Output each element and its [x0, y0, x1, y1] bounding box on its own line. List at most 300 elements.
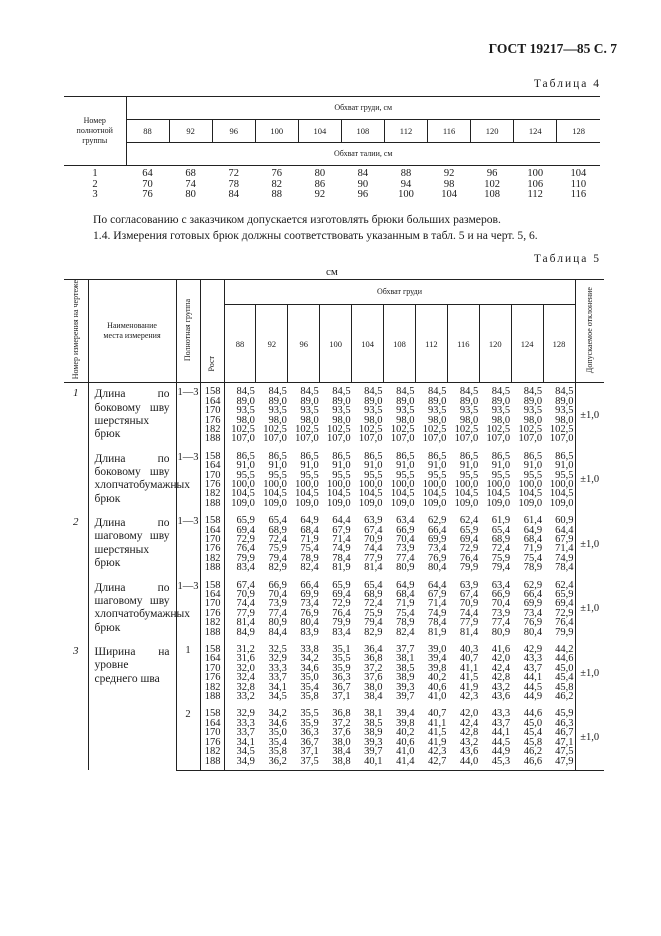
measurement-value: 42,4	[459, 717, 479, 729]
measurement-value: 43,6	[491, 691, 511, 703]
t5-chest-size-108: 108	[384, 305, 416, 383]
measurement-value: 100,0	[549, 478, 574, 490]
measurement-value: 107,0	[518, 433, 543, 445]
measurement-number	[64, 577, 88, 641]
tolerance-value: ±1,0	[575, 705, 604, 770]
table5-caption: Таблица 5	[533, 253, 601, 265]
measurement-value: 35,4	[268, 736, 287, 748]
measurement-value: 64,9	[300, 515, 319, 527]
measurement-column	[479, 512, 511, 576]
measurement-value: 45,0	[555, 662, 574, 674]
measurement-value: 61,4	[523, 515, 543, 527]
measurement-value: 41,4	[396, 755, 415, 767]
measurement-value: 61,9	[491, 515, 511, 527]
measurement-value: 70,9	[364, 533, 383, 545]
measurement-value: 109,0	[327, 497, 351, 509]
measurement-value: 40,2	[396, 727, 415, 739]
measurement-column	[384, 641, 416, 705]
measurement-value: 102,5	[231, 423, 255, 435]
measurement-column	[415, 577, 447, 641]
t5-chest-size-124: 124	[511, 305, 543, 383]
measurement-value: 102,5	[390, 423, 415, 435]
measurement-value: 75,4	[523, 552, 543, 564]
measurement-value: 91,0	[396, 460, 415, 472]
paragraph-custom-sizes: По согласованию с заказчиком допускается изготовлять брюки больших размеров.	[93, 213, 501, 226]
measurement-value: 33,8	[300, 644, 319, 656]
group-numbers	[64, 166, 126, 201]
measurement-column	[384, 705, 416, 770]
waist-value: 76	[271, 168, 283, 179]
waist-value: 106	[527, 178, 544, 190]
measurement-column	[320, 512, 352, 576]
measurement-value: 86,5	[332, 450, 351, 462]
measurement-value: 82,4	[300, 562, 319, 574]
height-value: 188	[204, 497, 221, 509]
measurement-value: 34,1	[236, 736, 255, 748]
measurement-value: 75,4	[300, 543, 319, 555]
t5-chest-size-112: 112	[415, 305, 447, 383]
measurement-value: 40,3	[459, 644, 479, 656]
measurement-value: 44,5	[491, 736, 511, 748]
measurement-column	[511, 512, 543, 576]
measurement-value: 73,4	[300, 598, 319, 610]
height-value: 170	[204, 533, 221, 545]
height-value: 164	[204, 524, 221, 536]
measurement-column	[543, 512, 575, 576]
measurement-column	[543, 383, 575, 448]
measurement-column	[511, 577, 543, 641]
measurement-value: 68,4	[523, 533, 543, 545]
fullness-group: 1—3	[176, 448, 200, 512]
waist-column	[471, 166, 514, 201]
waist-column	[384, 166, 427, 201]
measurement-column	[320, 705, 352, 770]
measurement-value: 37,1	[300, 746, 319, 758]
waist-column	[341, 166, 384, 201]
measurement-value: 40,2	[427, 672, 447, 684]
tolerance-value: ±1,0	[575, 577, 604, 641]
measurement-block	[64, 448, 604, 512]
measurement-value: 76,4	[332, 607, 351, 619]
waist-value: 80	[314, 168, 326, 179]
height-value: 188	[204, 562, 221, 574]
measurement-value: 89,0	[491, 395, 511, 407]
height-values	[200, 383, 224, 448]
measurement-value: 42,9	[523, 644, 543, 656]
table4-caption: Таблица 4	[533, 78, 601, 90]
measurement-value: 39,3	[396, 681, 415, 693]
measurement-value: 36,4	[364, 644, 383, 656]
measurement-column	[511, 641, 543, 705]
measurement-value: 38,1	[364, 708, 383, 720]
group-number: 1	[92, 168, 98, 179]
measurement-value: 70,4	[268, 589, 287, 601]
measurement-column	[224, 383, 256, 448]
measurement-value: 91,0	[364, 460, 383, 472]
measurement-value: 45,0	[523, 717, 543, 729]
waist-value: 84	[357, 168, 369, 179]
measurement-value: 34,1	[268, 681, 287, 693]
measurement-number: 3	[73, 645, 79, 658]
measurement-value: 76,9	[523, 617, 543, 629]
measurement-value: 75,9	[491, 552, 511, 564]
waist-value: 96	[357, 189, 369, 200]
measurement-value: 42,3	[459, 691, 479, 703]
chest-size-104: 104	[298, 120, 341, 143]
measurement-value: 45,8	[555, 681, 574, 693]
measurement-value: 81,4	[364, 562, 383, 574]
measurement-value: 68,9	[491, 533, 511, 545]
measurement-value: 66,4	[300, 579, 319, 591]
measurement-value: 84,4	[268, 626, 287, 638]
measurement-value: 95,5	[555, 469, 574, 481]
measurement-value: 107,0	[263, 433, 287, 445]
measurement-value: 65,4	[268, 515, 287, 527]
measurement-column	[320, 641, 352, 705]
measurement-value: 73,9	[268, 598, 287, 610]
measurement-value: 43,3	[523, 653, 543, 665]
measurement-column	[415, 641, 447, 705]
measurement-column	[511, 383, 543, 448]
measurement-value: 80,4	[523, 626, 543, 638]
measurement-value: 84,9	[236, 626, 255, 638]
measurement-column	[511, 705, 543, 770]
measurement-column	[224, 512, 256, 576]
measurement-block	[64, 577, 604, 641]
measurement-value: 35,5	[300, 708, 319, 720]
measurement-column	[415, 512, 447, 576]
measurement-value: 104,5	[422, 488, 447, 500]
measurement-value: 89,0	[555, 395, 574, 407]
measurement-column	[288, 448, 320, 512]
fullness-group: 1—3	[176, 577, 200, 641]
measurement-column	[415, 383, 447, 448]
measurement-value: 89,0	[236, 395, 255, 407]
measurement-value: 81,9	[427, 626, 447, 638]
measurement-value: 32,9	[236, 708, 255, 720]
measurement-value: 39,8	[396, 717, 415, 729]
measurement-value: 109,0	[263, 497, 287, 509]
height-values	[200, 705, 224, 770]
measurement-value: 98,0	[523, 414, 543, 426]
fullness-group: 1—3	[176, 512, 200, 576]
chest-girth-header: Обхват груди	[224, 280, 575, 305]
measurement-value: 95,5	[332, 469, 351, 481]
measurement-column	[447, 641, 479, 705]
measurement-column	[352, 577, 384, 641]
measurement-value: 32,8	[236, 681, 255, 693]
measurement-value: 39,4	[427, 653, 447, 665]
measurement-value: 69,9	[427, 533, 447, 545]
height-values	[200, 512, 224, 576]
measurement-value: 100,0	[358, 478, 383, 490]
measurement-value: 67,9	[332, 524, 351, 536]
measurement-value: 93,5	[491, 405, 511, 417]
measurement-value: 46,7	[555, 727, 574, 739]
measurement-value: 38,1	[396, 653, 415, 665]
measurement-value: 43,2	[491, 681, 511, 693]
waist-value: 116	[570, 189, 587, 200]
measurement-value: 70,4	[396, 533, 415, 545]
measurement-block	[64, 512, 604, 576]
measurement-value: 63,9	[364, 515, 383, 527]
measurement-value: 104,5	[454, 488, 479, 500]
measurement-value: 33,7	[236, 727, 255, 739]
waist-value: 80	[185, 189, 196, 200]
measurement-value: 81,4	[236, 617, 255, 629]
measurement-column	[256, 512, 288, 576]
group-number: 3	[92, 189, 98, 200]
height-header: Рост	[200, 280, 224, 383]
measurement-column	[479, 705, 511, 770]
measurement-value: 93,5	[555, 405, 574, 417]
measurement-value: 68,9	[364, 589, 383, 601]
measurement-value: 68,4	[300, 524, 319, 536]
measurement-name: Длина по шаговому шву хлопчатобумажных брюк	[88, 577, 176, 641]
measurement-value: 91,0	[491, 460, 511, 472]
height-value: 170	[204, 662, 221, 674]
measurement-value: 91,0	[555, 460, 574, 472]
height-value: 158	[204, 515, 221, 527]
measurement-value: 34,5	[236, 746, 255, 758]
measurement-value: 89,0	[332, 395, 351, 407]
measurement-value: 64,9	[523, 524, 543, 536]
measurement-value: 41,1	[427, 717, 447, 729]
measurement-value: 109,0	[231, 497, 255, 509]
measurement-value: 71,4	[427, 598, 447, 610]
measurement-value: 79,4	[268, 552, 287, 564]
measurement-column	[288, 512, 320, 576]
measurement-value: 47,5	[555, 746, 574, 758]
measurement-value: 78,4	[427, 617, 447, 629]
measurement-column	[543, 705, 575, 770]
measurement-value: 36,7	[300, 736, 319, 748]
measurement-column	[447, 577, 479, 641]
measurement-column	[479, 383, 511, 448]
measurement-column	[256, 577, 288, 641]
waist-column	[557, 166, 600, 201]
measurement-value: 72,4	[491, 543, 511, 555]
measurement-value: 66,9	[396, 524, 415, 536]
measurement-column	[352, 641, 384, 705]
measurement-value: 78,9	[300, 552, 319, 564]
measurement-value: 100,0	[390, 478, 415, 490]
measurement-value: 86,5	[427, 450, 447, 462]
measurement-value: 70,4	[491, 598, 511, 610]
table5-unit: см	[326, 266, 338, 278]
measurement-value: 107,0	[327, 433, 351, 445]
fullness-group: 2	[176, 705, 200, 770]
measurement-column	[224, 577, 256, 641]
waist-value: 82	[271, 178, 283, 190]
measurement-value: 32,4	[236, 672, 255, 684]
measurement-value: 62,4	[555, 579, 574, 591]
waist-value: 88	[400, 168, 412, 179]
measurement-value: 104,5	[231, 488, 255, 500]
measurement-value: 69,4	[459, 533, 479, 545]
measurement-value: 36,8	[364, 653, 383, 665]
measurement-value: 107,0	[231, 433, 255, 445]
measurement-name: Длина по боковому шву шерстяных брюк	[88, 383, 176, 448]
measurement-value: 93,5	[459, 405, 479, 417]
measurement-value: 89,0	[427, 395, 447, 407]
measurement-value: 35,9	[332, 662, 351, 674]
measurement-value: 91,0	[523, 460, 543, 472]
measurement-value: 65,9	[555, 589, 574, 601]
chest-size-100: 100	[255, 120, 298, 143]
measurement-value: 75,9	[364, 607, 383, 619]
measurement-value: 32,0	[236, 662, 255, 674]
measurement-value: 67,4	[236, 579, 255, 591]
waist-value: 64	[142, 168, 153, 179]
measurement-value: 38,9	[396, 672, 415, 684]
height-value: 158	[204, 644, 221, 656]
height-value: 182	[204, 681, 221, 693]
measurement-value: 79,9	[332, 617, 351, 629]
t5-chest-size-120: 120	[479, 305, 511, 383]
measurement-value: 82,9	[364, 626, 383, 638]
measurement-value: 91,0	[268, 460, 287, 472]
measurement-value: 43,6	[459, 746, 479, 758]
measurement-value: 104,5	[358, 488, 383, 500]
measurement-value: 47,1	[555, 736, 574, 748]
measurement-value: 46,6	[523, 755, 543, 767]
measurement-value: 32,5	[268, 644, 287, 656]
measurement-column	[384, 383, 416, 448]
measurement-column	[447, 512, 479, 576]
measurement-value: 38,9	[364, 727, 383, 739]
measurement-value: 98,0	[364, 414, 383, 426]
measurement-value: 93,5	[427, 405, 447, 417]
measurement-value: 89,0	[459, 395, 479, 407]
measurement-number: 1	[73, 387, 79, 400]
waist-value: 100	[527, 168, 544, 179]
measurement-value: 35,5	[332, 653, 351, 665]
measurement-value: 72,9	[555, 607, 574, 619]
measurement-value: 35,8	[300, 691, 319, 703]
measurement-value: 70,9	[236, 589, 255, 601]
measurement-value: 68,9	[268, 524, 287, 536]
measurement-value: 93,5	[332, 405, 351, 417]
waist-value: 104	[441, 189, 457, 200]
measurement-value: 80,4	[300, 617, 319, 629]
measurement-value: 102,5	[327, 423, 351, 435]
measurement-value: 69,9	[523, 598, 543, 610]
measurement-value: 36,7	[332, 681, 351, 693]
measurement-value: 104,5	[518, 488, 543, 500]
measurement-value: 35,4	[300, 681, 319, 693]
waist-column	[255, 166, 298, 201]
measurement-value: 41,5	[427, 727, 447, 739]
measurement-name-header: Наименование места измерения	[88, 280, 176, 383]
measurement-value: 44,2	[555, 644, 574, 656]
measurement-value: 65,9	[459, 524, 479, 536]
measurement-value: 62,9	[523, 579, 543, 591]
waist-value: 102	[484, 178, 501, 190]
measurement-value: 69,9	[300, 589, 319, 601]
waist-value: 98	[443, 178, 455, 190]
measurement-value: 91,0	[236, 460, 255, 472]
table-4	[64, 96, 600, 201]
measurement-value: 71,4	[332, 533, 351, 545]
waist-value: 76	[142, 189, 153, 200]
measurement-value: 46,3	[555, 717, 574, 729]
waist-value: 112	[527, 189, 543, 200]
measurement-value: 40,7	[459, 653, 479, 665]
measurement-value: 71,9	[300, 533, 319, 545]
measurement-value: 80,4	[427, 562, 447, 574]
measurement-value: 107,0	[454, 433, 479, 445]
measurement-column	[224, 448, 256, 512]
height-value: 176	[204, 607, 221, 619]
height-value: 182	[204, 488, 221, 500]
measurement-value: 91,0	[459, 460, 479, 472]
measurement-value: 37,6	[332, 727, 351, 739]
measurement-value: 98,0	[396, 414, 415, 426]
measurement-value: 107,0	[295, 433, 319, 445]
measurement-value: 38,0	[332, 736, 351, 748]
measurement-value: 84,5	[459, 386, 479, 398]
height-value: 176	[204, 543, 221, 555]
chest-size-112: 112	[384, 120, 427, 143]
measurement-column	[256, 448, 288, 512]
measurement-value: 42,8	[491, 672, 511, 684]
measurement-value: 37,5	[300, 755, 319, 767]
measurement-value: 86,5	[396, 450, 415, 462]
measurement-value: 109,0	[518, 497, 543, 509]
measurement-value: 93,5	[523, 405, 543, 417]
measurement-value: 68,4	[396, 589, 415, 601]
measurement-value: 77,4	[396, 552, 415, 564]
measurement-value: 89,0	[300, 395, 319, 407]
waist-value: 94	[400, 178, 412, 190]
measurement-column	[352, 512, 384, 576]
measurement-value: 33,3	[268, 662, 287, 674]
tolerance-header: Допускаемое отклонение	[575, 280, 604, 383]
page-header: ГОСТ 19217—85 С. 7	[488, 41, 617, 56]
tolerance-value: ±1,0	[575, 448, 604, 512]
measurement-value: 98,0	[268, 414, 287, 426]
waist-value: 70	[142, 178, 153, 190]
height-value: 170	[204, 598, 221, 610]
measurement-value: 84,5	[427, 386, 447, 398]
tolerance-value: ±1,0	[575, 512, 604, 576]
group-number-header: Номер полнотной группы	[64, 97, 126, 166]
measurement-value: 74,9	[427, 607, 447, 619]
measurement-value: 37,2	[364, 662, 383, 674]
measurement-column	[256, 705, 288, 770]
waist-value: 100	[398, 189, 414, 200]
measurement-value: 45,3	[491, 755, 511, 767]
measurement-value: 35,1	[332, 644, 351, 656]
measurement-column	[352, 705, 384, 770]
measurement-value: 80,9	[268, 617, 287, 629]
measurement-value: 63,4	[491, 579, 511, 591]
measurement-value: 44,6	[523, 708, 543, 720]
measurement-value: 104,5	[549, 488, 574, 500]
measurement-value: 84,5	[555, 386, 574, 398]
waist-value: 92	[443, 168, 455, 179]
waist-value: 86	[314, 178, 326, 190]
measurement-number-header: Номер измерения на чертеже	[64, 280, 88, 383]
waist-value: 92	[314, 189, 326, 200]
measurement-value: 34,2	[300, 653, 319, 665]
measurement-value: 79,4	[491, 562, 511, 574]
height-value: 170	[204, 469, 221, 481]
measurement-value: 44,6	[555, 653, 574, 665]
measurement-value: 64,4	[332, 515, 351, 527]
measurement-value: 39,3	[364, 736, 383, 748]
